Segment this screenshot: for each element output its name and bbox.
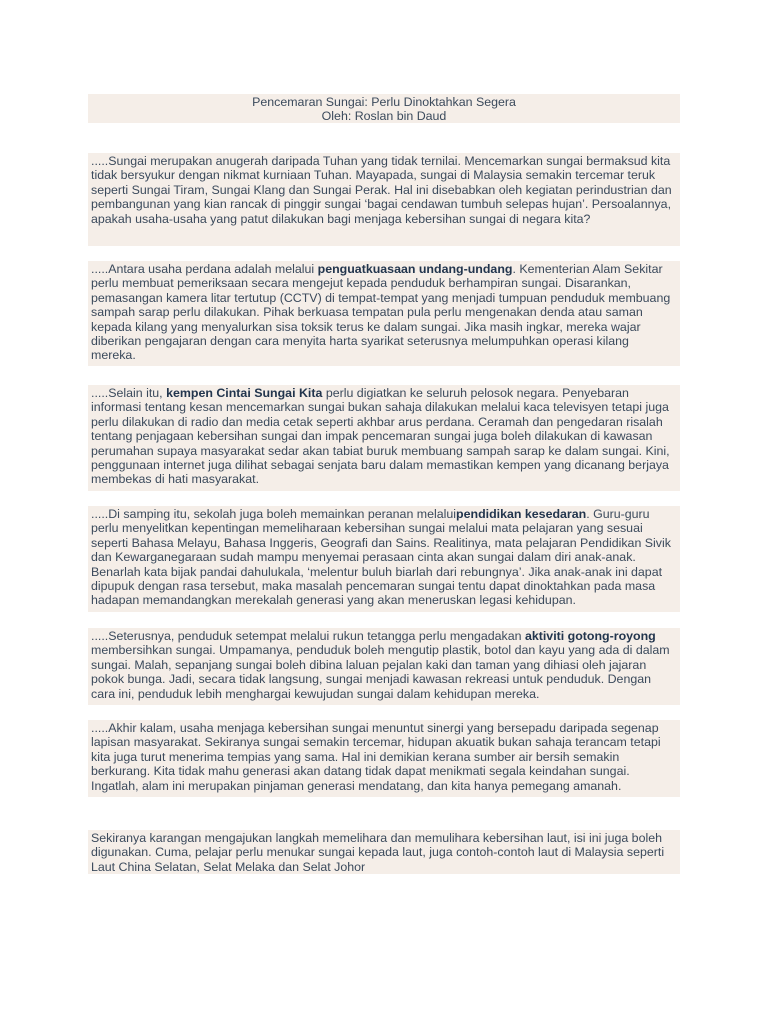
paragraph-text: .....Seterusnya, penduduk setempat melalui rukun tetangga perlu mengadakan — [91, 629, 525, 643]
essay-author: Oleh: Roslan bin Daud — [321, 109, 447, 124]
paragraph-community — [88, 628, 680, 705]
paragraph-text: . Guru-guru perlu menyelitkan kepentingan memeliharaan kebersihan sungai melalui mata pelajaran yang sesuai seperti Bahasa Melayu, Bahasa Inggeris, Geografi dan Sains. Realitinya, mata pelajaran Pendidikan Sivik dan Kewarganegaraan sudah mampu menyemai perasaan cinta akan sungai dalam diri anak-anak. Benarlah kata bijak pandai dahulukala, ‘melentur buluh biarlah dari rebungnya’. Jika anak-anak ini dapat dipupuk dengan rasa tersebut, maka masalah pencemaran sungai tentu dapat dinoktahkan pada masa hadapan memandangkan merekalah generasi yang akan meneruskan legasi kehidupan. — [91, 507, 671, 608]
paragraph-law-enforcement — [88, 261, 680, 366]
title-block — [88, 94, 680, 123]
paragraph-campaign — [88, 385, 680, 491]
paragraph-text: .....Sungai merupakan anugerah daripada Tuhan yang tidak ternilai. Mencemarkan sungai bermaksud kita tidak bersyukur dengan nikmat kurniaan Tuhan. Mayapada, sungai di Malaysia semakin tercemar teruk seperti Sungai Tiram, Sungai Klang dan Sungai Perak. Hal ini disebabkan oleh kegiatan perindustrian dan pembangunan yang kian rancak di pinggir sungai ‘bagai cendawan tumbuh selepas hujan’. Persoalannya, apakah usaha-usaha yang patut dilakukan bagi menjaga kebersihan sungai di negara kita? — [91, 154, 672, 226]
essay-title: Pencemaran Sungai: Perlu Dinoktahkan Segera — [252, 95, 516, 109]
paragraph-key-point: pendidikan kesedaran — [456, 507, 587, 521]
paragraph-note — [88, 830, 680, 874]
paragraph-introduction — [88, 153, 680, 246]
paragraph-text: .....Di samping itu, sekolah juga boleh memainkan peranan melalui — [91, 507, 457, 521]
paragraph-text: .....Selain itu, — [91, 386, 167, 400]
paragraph-key-point: aktiviti gotong-royong — [524, 629, 656, 643]
paragraph-text: membersihkan sungai. Umpamanya, penduduk boleh mengutip plastik, botol dan kayu yang ada di dalam sungai. Malah, sepanjang sungai boleh dibina laluan pejalan kaki dan taman yang dihiasi oleh jajaran pokok bunga. Jadi, secara tidak langsung, sungai menjadi kawasan rekreasi untuk penduduk. Dengan cara ini, penduduk lebih menghargai kewujudan sungai dalam kehidupan mereka. — [91, 643, 670, 701]
paragraph-text: .....Akhir kalam, usaha menjaga kebersihan sungai menuntut sinergi yang bersepadu daripada segenap lapisan masyarakat. Sekiranya sungai semakin tercemar, hidupan akuatik bukan sahaja terancam tetapi kita juga turut menerima tempias yang sama. Hal ini demikian kerana sumber air bersih semakin berkurang. Kita tidak mahu generasi akan datang tidak dapat menikmati segala keindahan sungai. Ingatlah, alam ini merupakan pinjaman generasi mendatang, dan kita hanya pemegang amanah. — [91, 721, 661, 793]
paragraph-text: Sekiranya karangan mengajukan langkah memelihara dan memulihara kebersihan laut, isi ini juga boleh digunakan. Cuma, pelajar perlu menukar sungai kepada laut, juga contoh-contoh laut di Malaysia seperti Laut China Selatan, Selat Melaka dan Selat Johor — [91, 831, 665, 874]
paragraph-education — [88, 506, 680, 612]
paragraph-text: . Kementerian Alam Sekitar perlu membuat pemeriksaan secara mengejut kepada penduduk berhampiran sungai. Disarankan, pemasangan kamera litar tertutup (CCTV) di tempat-tempat yang menjadi tumpuan penduduk membuang sampah sarap perlu dilakukan. Pihak berkuasa tempatan pula perlu mengenakan denda atau saman kepada kilang yang menyalurkan sisa toksik terus ke dalam sungai. Jika masih ingkar, mereka wajar diberikan pengajaran dengan cara menyita harta syarikat seterusnya melumpuhkan operasi kilang mereka. — [91, 262, 671, 363]
paragraph-key-point: penguatkuasaan undang-undang — [317, 262, 513, 276]
paragraph-text: perlu digiatkan ke seluruh pelosok negara. Penyebaran informasi tentang kesan mencemarkan sungai bukan sahaja dilakukan melalui kaca televisyen tetapi juga perlu dilakukan di radio dan media cetak seperti akhbar arus perdana. Ceramah dan pengedaran risalah tentang penjagaan kebersihan sungai dan impak pencemaran sungai juga boleh dilakukan di kawasan perumahan supaya masyarakat sedar akan tabiat buruk membuang sampah sarap ke dalam sungai. Kini, penggunaan internet juga dilihat sebagai senjata baru dalam memastikan kempen yang dicanang berjaya membekas di hati masyarakat. — [91, 386, 670, 487]
paragraph-text: .....Antara usaha perdana adalah melalui — [91, 262, 318, 276]
paragraph-key-point: kempen Cintai Sungai Kita — [166, 386, 323, 400]
paragraph-conclusion — [88, 720, 680, 797]
